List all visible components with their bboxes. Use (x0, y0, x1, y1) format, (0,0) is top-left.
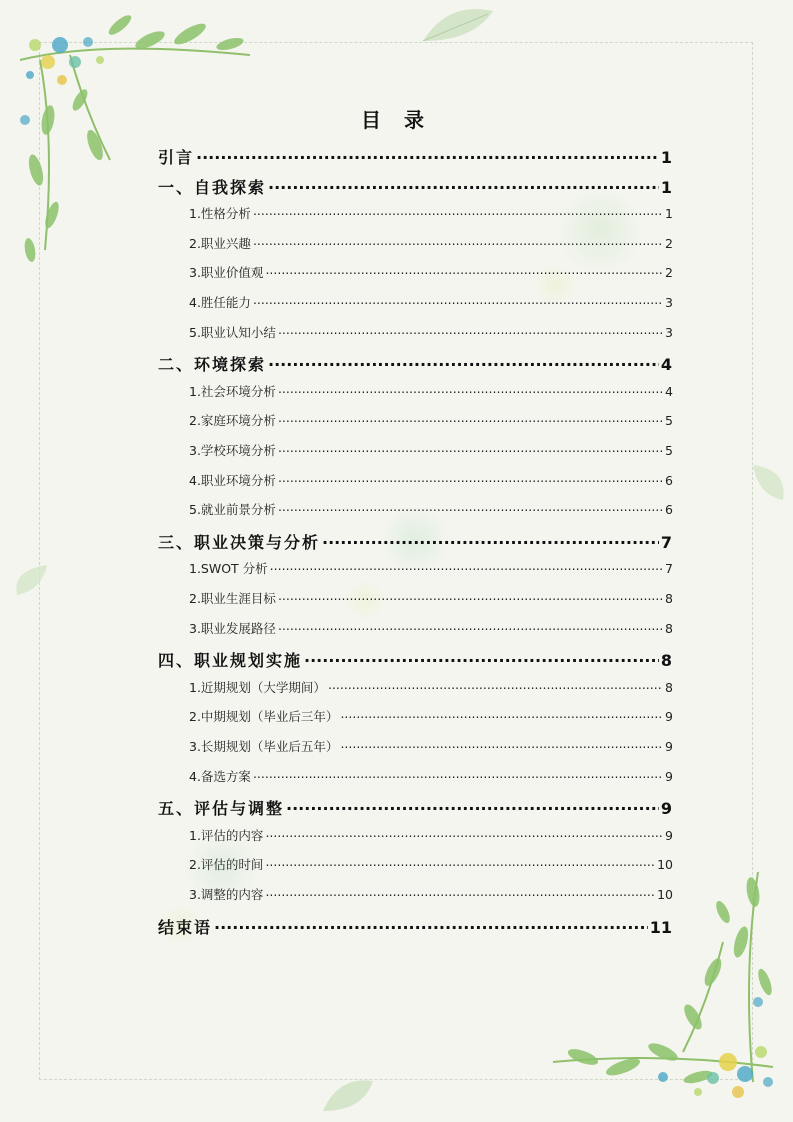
toc-entry-label: 结束语 (158, 917, 213, 937)
toc-entry-label: 1.社会环境分析 (189, 383, 276, 399)
toc-entry-label: 三、职业决策与分析 (158, 532, 321, 552)
toc-dot-leader (253, 295, 663, 308)
toc-entry-label: 一、自我探索 (158, 177, 267, 197)
toc-page-number: 9 (665, 709, 673, 725)
toc-entry-label: 五、评估与调整 (158, 799, 285, 819)
toc-section-entry[interactable] (189, 767, 673, 785)
toc-dot-leader (270, 561, 663, 574)
toc-entry-label: 引言 (158, 148, 195, 167)
toc-section-entry[interactable] (189, 885, 673, 903)
toc-entry-label: 二、环境探索 (158, 355, 267, 375)
leaf-bottom-decoration (318, 1076, 378, 1116)
toc-dot-leader (278, 324, 663, 337)
toc-entry-label: 1.性格分析 (189, 206, 251, 222)
toc-page-number: 1 (665, 206, 673, 222)
toc-page-number: 8 (665, 679, 673, 695)
toc-page-number: 6 (665, 502, 673, 518)
toc-entry-label: 2.中期规划（毕业后三年） (189, 709, 339, 725)
toc-entry-label: 5.就业前景分析 (189, 502, 276, 518)
toc-entry-label: 4.备选方案 (189, 768, 251, 784)
toc-section-entry[interactable] (189, 323, 673, 341)
toc-section-entry[interactable] (189, 204, 673, 222)
toc-entry-label: 2.职业兴趣 (189, 235, 251, 251)
toc-entry-label: 2.家庭环境分析 (189, 413, 276, 429)
toc-dot-leader (265, 265, 663, 278)
toc-dot-leader (253, 768, 663, 781)
toc-page-number: 2 (665, 235, 673, 251)
toc-dot-leader (265, 827, 663, 840)
toc-section-entry[interactable] (189, 619, 673, 637)
toc-page-number: 2 (665, 265, 673, 281)
toc-page-number: 9 (665, 827, 673, 843)
toc-page-number: 5 (665, 443, 673, 458)
toc-entry-label: 3.调整的内容 (189, 887, 264, 902)
toc-section-entry[interactable] (189, 293, 673, 311)
toc-chapter-entry[interactable] (158, 915, 672, 938)
toc-section-entry[interactable] (189, 855, 673, 873)
vine-top-left-decoration (0, 0, 270, 270)
toc-dot-leader (265, 887, 655, 900)
toc-dot-leader (268, 177, 659, 193)
toc-entry-label: 2.职业生涯目标 (189, 591, 276, 606)
toc-page-number: 8 (665, 591, 673, 606)
toc-dot-leader (278, 591, 663, 604)
toc-dot-leader (286, 798, 659, 814)
toc-section-entry[interactable] (189, 559, 673, 577)
toc-page-number: 4 (665, 383, 673, 399)
toc-dot-leader (278, 413, 663, 426)
toc-dot-leader (328, 679, 663, 692)
toc-dot-leader (322, 532, 659, 548)
leaf-right-decoration (748, 460, 788, 505)
toc-chapter-entry[interactable] (158, 145, 672, 168)
toc-page-number: 9 (660, 799, 672, 819)
toc-page-number: 7 (665, 561, 673, 577)
toc-page-number: 10 (657, 887, 673, 902)
toc-dot-leader (304, 650, 659, 666)
toc-page-number: 4 (660, 355, 672, 375)
toc-section-entry[interactable] (189, 382, 673, 400)
toc-chapter-entry[interactable] (158, 175, 672, 198)
toc-chapter-entry[interactable] (158, 796, 672, 819)
toc-page-number: 3 (665, 295, 673, 310)
toc-page-number: 11 (649, 917, 672, 937)
toc-entry-label: 四、职业规划实施 (158, 651, 303, 671)
toc-entry-label: 4.胜任能力 (189, 295, 251, 310)
toc-dot-leader (278, 620, 663, 633)
toc-dot-leader (196, 147, 659, 163)
toc-page-number: 8 (660, 651, 672, 671)
toc-entry-label: 1.近期规划（大学期间） (189, 679, 326, 695)
toc-section-entry[interactable] (189, 589, 673, 607)
toc-page-number: 9 (665, 768, 673, 784)
toc-title: 目 录 (361, 108, 432, 132)
toc-section-entry[interactable] (189, 737, 673, 755)
toc-page-number: 6 (665, 472, 673, 488)
toc-dot-leader (278, 502, 663, 515)
toc-entry-label: 1.评估的内容 (189, 827, 264, 843)
toc-section-entry[interactable] (189, 441, 673, 459)
toc-page-number: 7 (660, 532, 672, 552)
toc-entry-label: 4.职业环境分析 (189, 472, 276, 488)
toc-dot-leader (278, 383, 663, 396)
toc-entry-label: 5.职业认知小结 (189, 324, 276, 340)
toc-page-number: 1 (660, 177, 672, 197)
toc-page-number: 3 (665, 324, 673, 340)
toc-chapter-entry[interactable] (158, 530, 672, 553)
toc-page-number: 8 (665, 620, 673, 636)
toc-chapter-entry[interactable] (158, 352, 672, 375)
toc-dot-leader (214, 917, 648, 933)
toc-section-entry[interactable] (189, 234, 673, 252)
toc-entry-label: 3.学校环境分析 (189, 443, 276, 458)
toc-dot-leader (278, 472, 663, 485)
toc-entry-label: 2.评估的时间 (189, 857, 264, 873)
toc-chapter-entry[interactable] (158, 648, 672, 671)
toc-entry-label: 3.职业价值观 (189, 265, 264, 281)
toc-section-entry[interactable] (189, 826, 673, 844)
toc-section-entry[interactable] (189, 500, 673, 518)
toc-dot-leader (340, 739, 663, 752)
toc-section-entry[interactable] (189, 707, 673, 725)
toc-page-number: 5 (665, 413, 673, 429)
toc-dot-leader (268, 354, 659, 370)
toc-page-number: 10 (657, 857, 673, 873)
toc-dot-leader (253, 235, 663, 248)
leaf-top-decoration (418, 6, 498, 46)
toc-entry-label: 3.长期规划（毕业后五年） (189, 739, 339, 754)
toc-page-number: 9 (665, 739, 673, 754)
toc-dot-leader (278, 443, 663, 456)
toc-dot-leader (253, 206, 663, 219)
toc-dot-leader (340, 709, 663, 722)
toc-entry-label: 1.SWOT 分析 (189, 561, 268, 577)
leaf-left-decoration (12, 560, 52, 600)
toc-section-entry[interactable] (189, 678, 673, 696)
toc-dot-leader (265, 857, 655, 870)
toc-section-entry[interactable] (189, 411, 673, 429)
toc-entry-label: 3.职业发展路径 (189, 620, 276, 636)
toc-section-entry[interactable] (189, 471, 673, 489)
toc-page-number: 1 (660, 148, 672, 167)
toc-section-entry[interactable] (189, 263, 673, 281)
